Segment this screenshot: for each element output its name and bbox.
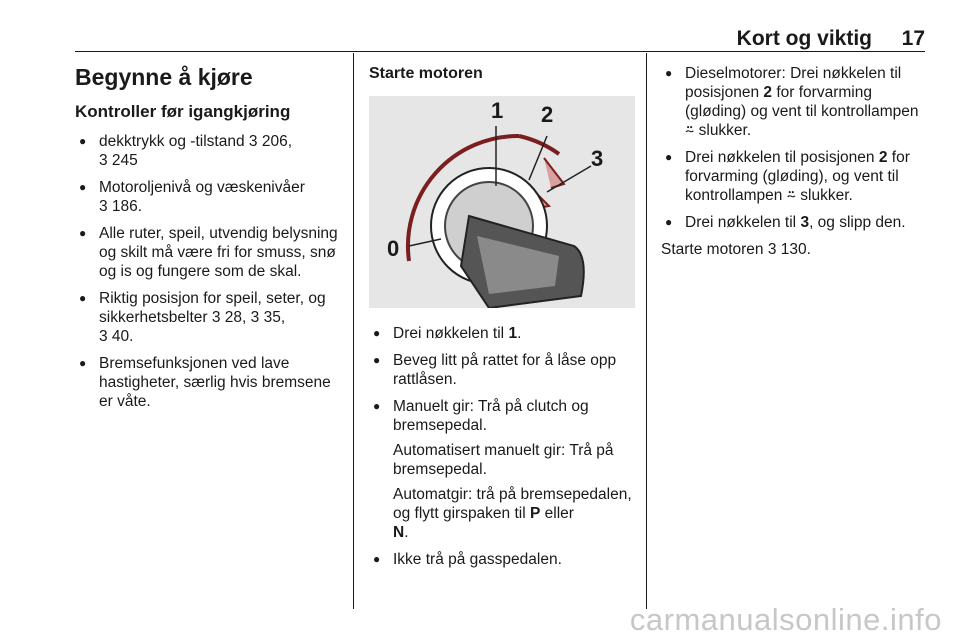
- list-item: ● Drei nøkkelen til 1.: [369, 324, 637, 343]
- sub-paragraph: Automatisert manuelt gir: Trå på bremsepedal.: [393, 442, 614, 478]
- section-heading: Starte motoren: [369, 65, 483, 82]
- checklist: [75, 132, 343, 411]
- glow-plug-icon: ⍨: [685, 122, 695, 139]
- list-item: ● Motoroljenivå og væskenivåer 3 186.: [75, 178, 343, 216]
- list-item: ● Drei nøkkelen til posisjonen 2 for forvarming (gløding), og vent til kontrollampen ⍨ slukker.: [661, 148, 929, 205]
- ignition-key-figure: [369, 96, 635, 308]
- ref-arrow-icon: 3: [99, 328, 108, 345]
- list-item: ● Alle ruter, speil, utvendig belysning og skilt må være fri for smuss, snø og is og fungere som de skal.: [75, 224, 343, 281]
- page-heading: Begynne å kjøre: [75, 64, 253, 90]
- column-2: [369, 60, 637, 577]
- position-label-0: 0: [387, 236, 400, 261]
- ignition-illustration: [369, 96, 635, 308]
- watermark: carmanualsonline.info: [629, 602, 942, 637]
- ref-arrow-icon: 3: [767, 241, 777, 258]
- position-label-1: 1: [491, 98, 504, 123]
- cross-reference: Starte motoren 3 130.: [661, 241, 811, 258]
- diesel-steps: [661, 64, 929, 232]
- list-item: ● dekktrykk og -tilstand 3 206, 3 245: [75, 132, 343, 170]
- glow-plug-icon: ⍨: [786, 187, 796, 204]
- ref-arrow-icon: 3: [211, 309, 221, 326]
- header-rule: [75, 51, 925, 52]
- page-number: 17: [901, 27, 925, 50]
- ref-arrow-icon: 3: [99, 152, 108, 169]
- column-divider-2: [646, 53, 647, 609]
- ref-arrow-icon: 3: [248, 133, 258, 150]
- list-item: ● Bremsefunksjonen ved lave hastigheter, særlig hvis bremsene er våte.: [75, 354, 343, 411]
- section-title: Kort og viktig: [736, 27, 872, 50]
- ref-arrow-icon: 3: [250, 309, 260, 326]
- column-divider-1: [353, 53, 354, 609]
- sub-paragraph: Automatgir: trå på bremsepedalen, og flytt girspaken til P eller N.: [393, 486, 632, 541]
- list-item: ● Dieselmotorer: Drei nøkkelen til posisjonen 2 for forvarming (gløding) og vent til kontrollampen ⍨ slukker.: [661, 64, 929, 140]
- page-header: [0, 0, 960, 52]
- ref-arrow-icon: 3: [99, 198, 108, 215]
- column-3: [661, 64, 929, 259]
- list-item: ● Ikke trå på gasspedalen.: [369, 550, 637, 569]
- column-1: [75, 60, 343, 419]
- list-item: ● Manuelt gir: Trå på clutch og bremsepedal. Automatisert manuelt gir: Trå på bremsepedal. Automatgir: trå på bremsepedalen, og flytt girspaken til P eller N.: [369, 397, 637, 542]
- subheading: Kontroller før igangkjøring: [75, 102, 291, 121]
- position-label-3: 3: [591, 146, 604, 171]
- list-item: ● Beveg litt på rattet for å låse opp rattlåsen.: [369, 351, 637, 389]
- position-label-2: 2: [541, 102, 554, 127]
- list-item: ● Drei nøkkelen til 3, og slipp den.: [661, 213, 929, 232]
- list-item: ● Riktig posisjon for speil, seter, og sikkerhetsbelter 3 28, 3 35, 3 40.: [75, 289, 343, 346]
- start-steps: [369, 324, 637, 569]
